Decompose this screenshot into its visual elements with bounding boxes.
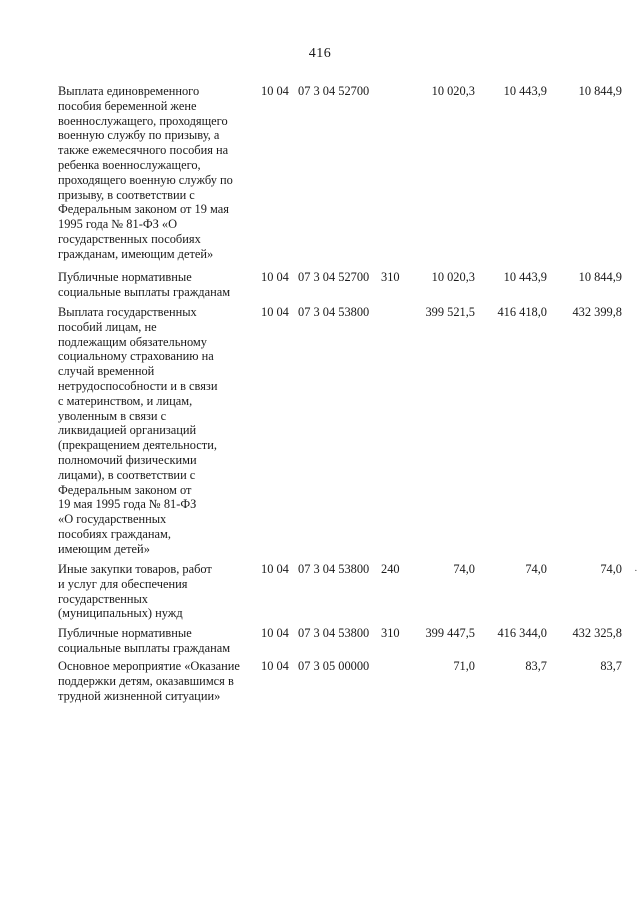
- row-value-3: 432 325,8: [572, 626, 622, 640]
- row-value-3: 10 844,9: [578, 270, 622, 284]
- row-value-1: 71,0: [453, 659, 475, 673]
- row-expense-type: 310: [381, 270, 400, 284]
- row-section-code: 10 04: [261, 84, 289, 98]
- row-value-2: 416 418,0: [497, 305, 547, 319]
- row-name: Иные закупки товаров, работ и услуг для обеспечения государственных (муниципальных) нужд: [58, 562, 212, 621]
- row-value-3: 83,7: [600, 659, 622, 673]
- row-value-2: 10 443,9: [503, 84, 547, 98]
- row-target-code: 07 3 04 53800: [298, 305, 370, 319]
- row-section-code: 10 04: [261, 562, 289, 576]
- row-value-2: 74,0: [525, 562, 547, 576]
- row-expense-type: 240: [381, 562, 400, 576]
- row-value-1: 10 020,3: [431, 84, 475, 98]
- row-value-2: 10 443,9: [503, 270, 547, 284]
- row-name: Основное мероприятие «Оказание поддержки детям, оказавшимся в трудной жизненной ситуации»: [58, 659, 240, 703]
- row-target-code: 07 3 04 52700: [298, 84, 370, 98]
- row-value-2: 416 344,0: [497, 626, 547, 640]
- row-value-1: 399 447,5: [425, 626, 475, 640]
- row-name: Публичные нормативные социальные выплаты гражданам: [58, 626, 231, 655]
- row-value-3: 74,0: [600, 562, 622, 576]
- row-value-3: 10 844,9: [578, 84, 622, 98]
- row-value-1: 10 020,3: [431, 270, 475, 284]
- row-target-code: 07 3 04 53800: [298, 626, 370, 640]
- row-target-code: 07 3 04 53800: [298, 562, 370, 576]
- row-section-code: 10 04: [261, 659, 289, 673]
- row-expense-type: 310: [381, 626, 400, 640]
- row-name: Выплата государственных пособий лицам, не подлежащим обязательному социальному страхованию на случай временной нетрудоспособности и в связи с материнством, и лицам, уволенным в связи с ликвидацией организаций (прекращением деятельности, полномочий физическими лицами), в соответствии с Федеральным законом от 19 мая 1995 года № 81-ФЗ «О государственных пособиях гражданам, имеющим детей»: [58, 305, 218, 556]
- page-number: 416: [308, 46, 332, 61]
- row-section-code: 10 04: [261, 305, 289, 319]
- row-value-2: 83,7: [525, 659, 547, 673]
- row-name: Выплата единовременного пособия беременной жене военнослужащего, проходящего военную службу по призыву, а также ежемесячного пособия на ребенка военнослужащего, проходящего военную службу по призыву, в соответствии с Федеральным законом от 19 мая 1995 года № 81-ФЗ «О государственных пособиях гражданам, имеющим детей»: [58, 84, 233, 261]
- row-name: Публичные нормативные социальные выплаты гражданам: [58, 270, 231, 299]
- row-section-code: 10 04: [261, 626, 289, 640]
- margin-mark: ·: [634, 565, 638, 577]
- row-section-code: 10 04: [261, 270, 289, 284]
- row-value-1: 74,0: [453, 562, 475, 576]
- row-target-code: 07 3 04 52700: [298, 270, 370, 284]
- row-value-1: 399 521,5: [425, 305, 475, 319]
- row-target-code: 07 3 05 00000: [298, 659, 370, 673]
- row-value-3: 432 399,8: [572, 305, 622, 319]
